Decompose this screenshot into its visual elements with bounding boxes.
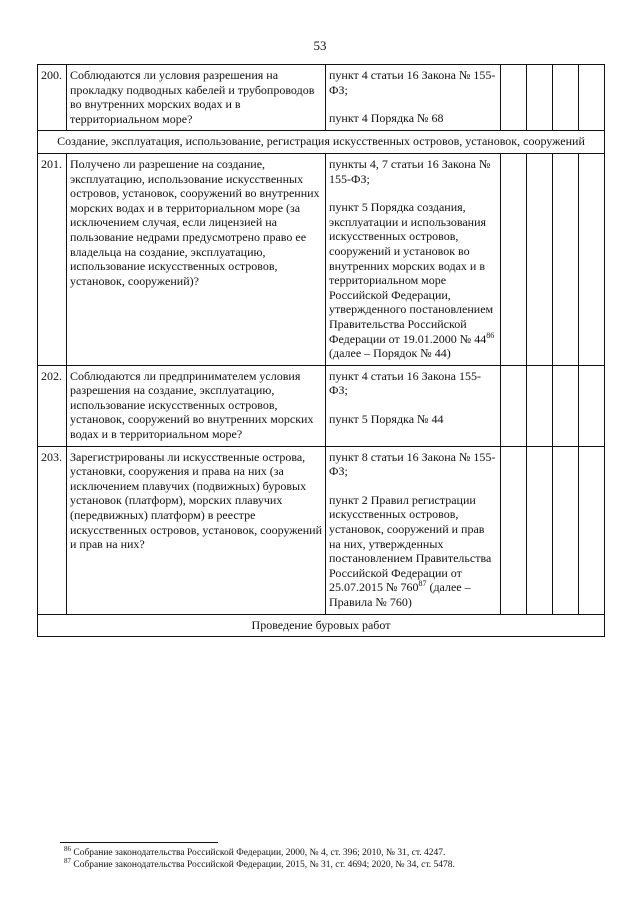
section-heading: Создание, эксплуатация, использование, регистрация искусственных островов, установок, сооружений xyxy=(38,131,605,154)
footnote-text: Собрание законодательства Российской Федерации, 2015, № 31, ст. 4694; 2020, № 34, ст. 5478. xyxy=(71,860,455,870)
check-cell-note xyxy=(579,153,605,365)
footnote-text: Собрание законодательства Российской Федерации, 2000, № 4, ст. 396; 2010, № 31, ст. 4247. xyxy=(71,848,446,858)
footnote-marker: 87 xyxy=(64,856,71,865)
legal-reference-cell xyxy=(326,365,501,446)
page-number: 53 xyxy=(313,38,327,53)
footnote-divider xyxy=(60,842,218,843)
legal-reference: пункт 5 Порядка № 44 xyxy=(329,411,444,426)
table-row-203 xyxy=(38,446,605,614)
table-row-201 xyxy=(38,153,605,365)
check-cell-note xyxy=(579,65,605,131)
checklist-table xyxy=(37,64,605,637)
legal-reference-tail: (далее – Правила № 760) xyxy=(329,580,471,609)
check-cell-yes xyxy=(501,153,527,365)
legal-reference-cell xyxy=(326,65,501,131)
check-cell-na xyxy=(553,153,579,365)
legal-reference: пункт 4 статьи 16 Закона 155-ФЗ; xyxy=(329,368,481,398)
row-number: 200. xyxy=(38,65,67,131)
legal-reference: пункт 4 статьи 16 Закона № 155-ФЗ; xyxy=(329,68,496,97)
legal-reference: пункт 5 Порядка создания, эксплуатации и использования искусственных островов, сооружений и установок во внутренних морских водах и в территориальном море Российской Федерации, утвержденного постановлением Правительства Российской Федерации от 19.01.2000 № 44 xyxy=(329,200,494,346)
check-cell-note xyxy=(579,446,605,614)
check-cell-no xyxy=(527,153,553,365)
check-cell-yes xyxy=(501,65,527,131)
legal-reference: пункт 4 Порядка № 68 xyxy=(329,111,444,126)
question-cell: Соблюдаются ли условия разрешения на прокладку подводных кабелей и трубопроводов во внутренних морских водах и в территориальном море? xyxy=(67,65,326,131)
section-heading: Проведение буровых работ xyxy=(38,614,605,637)
legal-reference: пункт 8 статьи 16 Закона № 155-ФЗ; xyxy=(329,449,496,479)
check-cell-no xyxy=(527,65,553,131)
legal-reference: пункты 4, 7 статьи 16 Закона № 155-ФЗ; xyxy=(329,156,491,186)
check-cell-yes xyxy=(501,365,527,446)
section-row xyxy=(38,614,605,637)
legal-reference-tail: (далее – Порядок № 44) xyxy=(329,346,451,361)
legal-reference-cell xyxy=(326,446,501,614)
table-row-200 xyxy=(38,65,605,131)
footnote-marker: 86 xyxy=(64,844,71,853)
table-row-202 xyxy=(38,365,605,446)
question-cell: Соблюдаются ли предпринимателем условия разрешения на создание, эксплуатацию, использование искусственных островов, установок, сооружений во внутренних морских водах и в территориальном море? xyxy=(67,365,326,446)
footnote xyxy=(64,844,446,859)
row-number: 203. xyxy=(38,446,67,614)
section-row xyxy=(38,131,605,154)
check-cell-note xyxy=(579,365,605,446)
legal-reference: пункт 2 Правил регистрации искусственных островов, установок, сооружений и прав на них, утвержденных постановлением Правительства Российской Федерации от 25.07.2015 № 760 xyxy=(329,492,492,595)
check-cell-yes xyxy=(501,446,527,614)
footnote-marker: 86 xyxy=(486,330,495,340)
row-number: 201. xyxy=(38,153,67,365)
legal-reference-cell xyxy=(326,153,501,365)
row-number: 202. xyxy=(38,365,67,446)
footnote xyxy=(64,856,455,871)
check-cell-na xyxy=(553,446,579,614)
question-cell: Получено ли разрешение на создание, эксплуатацию, использование искусственных островов, установок, сооружений во внутренних морских водах и в территориальном море (за исключением случая, если лицензией на пользование недрами предусмотрено право ее владельца на создание, эксплуатацию, использование искусственных островов, установок, сооружений)? xyxy=(67,153,326,365)
question-cell: Зарегистрированы ли искусственные острова, установки, сооружения и права на них (за исключением плавучих (подвижных) буровых установок (платформ), морских плавучих (передвижных) платформ) в реестре искусственных островов, установок, сооружений и прав на них? xyxy=(67,446,326,614)
check-cell-no xyxy=(527,365,553,446)
check-cell-na xyxy=(553,365,579,446)
check-cell-no xyxy=(527,446,553,614)
check-cell-na xyxy=(553,65,579,131)
footnote-marker: 87 xyxy=(418,579,427,589)
